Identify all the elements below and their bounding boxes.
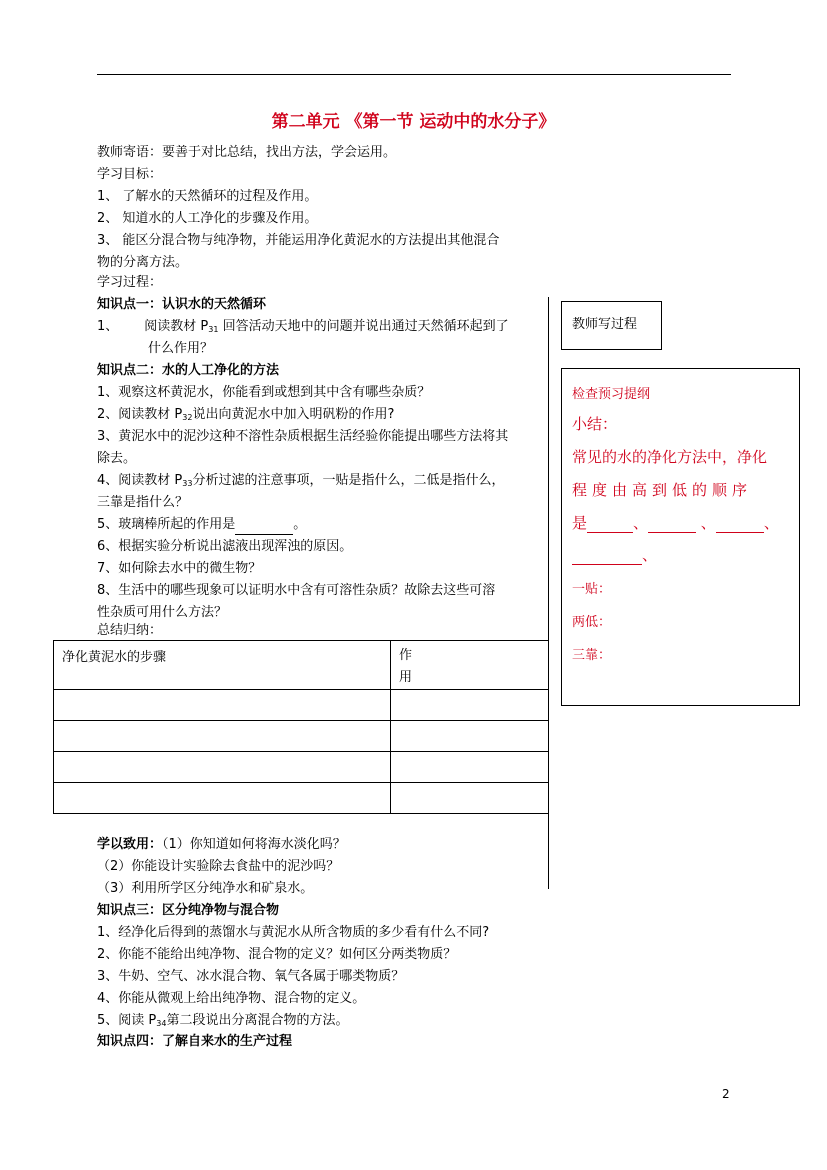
k2-heading: 知识点二：水的人工净化的方法	[97, 363, 280, 378]
summary-heading: 总结归纳：	[97, 623, 163, 638]
k2-q5	[97, 516, 306, 535]
goal-3-line-1: 3、 能区分混合物与纯净物，并能运用净化黄泥水的方法提出其他混合	[97, 233, 500, 248]
k4-heading: 知识点四：了解自来水的生产过程	[97, 1034, 293, 1049]
k3-q2: 2、你能不能给出纯净物、混合物的定义？如何区分两类物质？	[97, 947, 457, 962]
k1-q1-page: 31	[208, 325, 219, 334]
table-header-steps: 净化黄泥水的步骤	[54, 641, 391, 690]
table-row	[54, 721, 549, 752]
table-header-effect-line-2: 用	[399, 670, 413, 685]
k1-q1-continued: 什么作用？	[148, 341, 214, 356]
apply-q1	[97, 836, 346, 854]
apply-q1-text: （1）你知道如何将海水淡化吗？	[162, 837, 346, 852]
table-cell[interactable]	[391, 783, 549, 814]
table-header-row	[54, 641, 549, 690]
k3-heading: 知识点三：区分纯净物与混合物	[97, 903, 280, 918]
k2-q4-page: 33	[182, 479, 193, 488]
purify-order-blanks	[572, 512, 779, 533]
k3-q1: 1、经净化后得到的蒸馏水与黄泥水从所含物质的多少看有什么不同?	[97, 925, 490, 940]
k1-q1	[97, 318, 509, 339]
order-blank-2[interactable]	[648, 514, 696, 533]
k2-q3-line-1: 3、黄泥水中的泥沙这种不溶性杂质根据生活经验你能提出哪些方法将其	[97, 429, 509, 444]
table-cell[interactable]	[391, 721, 549, 752]
table-cell[interactable]	[54, 752, 391, 783]
purify-line-1: 常见的水的净化方法中，净化	[572, 448, 768, 466]
k2-q7: 7、如何除去水中的微生物？	[97, 561, 262, 576]
table-cell[interactable]	[54, 690, 391, 721]
page-number: 2	[722, 1087, 730, 1101]
order-blank-1[interactable]	[587, 514, 633, 533]
k2-q5-blank	[235, 516, 293, 535]
k2-q4	[97, 472, 504, 493]
apply-q3: （3）利用所学区分纯净水和矿泉水。	[97, 881, 314, 896]
table-cell[interactable]	[391, 752, 549, 783]
summary-table	[53, 640, 549, 814]
k2-q8-line-1: 8、生活中的哪些现象可以证明水中含有可溶性杂质？故除去这些可溶	[97, 583, 496, 598]
liangdi-label: 两低：	[572, 615, 612, 630]
k1-q1-number: 1、	[97, 319, 119, 334]
sankao-label: 三靠：	[572, 648, 612, 663]
k2-q2	[97, 406, 394, 427]
table-row	[54, 752, 549, 783]
order-separator: 、	[642, 546, 658, 564]
k2-q2-text-pre: 2、阅读教材 P	[97, 407, 183, 422]
table-cell[interactable]	[54, 721, 391, 752]
order-blank-4[interactable]	[572, 546, 642, 565]
k3-q5-page: 34	[156, 1019, 167, 1028]
k2-q4-text-pre: 4、阅读教材 P	[97, 473, 183, 488]
k2-q4-line-2: 三靠是指什么？	[97, 495, 189, 510]
k2-q5-text-pre: 5、玻璃棒所起的作用是	[97, 517, 236, 532]
teacher-notes-box	[561, 301, 662, 350]
goal-2: 2、 知道水的人工净化的步骤及作用。	[97, 211, 318, 226]
goal-1: 1、 了解水的天然循环的过程及作用。	[97, 189, 318, 204]
goal-3-line-2: 物的分离方法。	[97, 255, 189, 270]
k1-q1-text-post: 回答活动天地中的问题并说出通过天然循环起到了	[218, 319, 509, 334]
process-heading: 学习过程：	[97, 275, 163, 290]
k1-heading: 知识点一：认识水的天然循环	[97, 297, 267, 312]
k2-q2-text-post: 说出向黄泥水中加入明矾粉的作用?	[192, 407, 395, 422]
k1-q1-text-pre: 阅读教材 P	[144, 319, 209, 334]
table-cell[interactable]	[391, 690, 549, 721]
k2-q1: 1、观察这杯黄泥水，你能看到或想到其中含有哪些杂质？	[97, 385, 431, 400]
page-title: 第二单元 《第一节 运动中的水分子》	[271, 112, 556, 132]
k3-q3: 3、牛奶、空气、冰水混合物、氧气各属于哪类物质？	[97, 969, 405, 984]
k3-q5-text-post: 第二段说出分离混合物的方法。	[166, 1013, 349, 1028]
k2-q8-line-2: 性杂质可用什么方法？	[97, 605, 228, 620]
purify-line-3-prefix: 是	[572, 514, 588, 532]
order-separator: 、	[633, 514, 649, 532]
apply-q2: （2）你能设计实验除去食盐中的泥沙吗？	[97, 859, 340, 874]
order-separator: 、	[696, 514, 716, 532]
header-rule	[97, 74, 731, 75]
purify-line-2: 程度由高到低的顺序	[572, 481, 753, 499]
apply-heading: 学以致用：	[97, 837, 163, 852]
column-divider	[548, 297, 549, 889]
purify-order-blanks-2	[572, 544, 657, 565]
k2-q6: 6、根据实验分析说出滤液出现浑浊的原因。	[97, 539, 353, 554]
table-row	[54, 690, 549, 721]
teacher-notes-label: 教师写过程	[572, 317, 638, 332]
yitie-label: 一贴：	[572, 582, 612, 597]
table-header-effect-line-1: 作	[399, 648, 413, 663]
k2-q5-text-post: 。	[293, 517, 307, 532]
order-blank-3[interactable]	[716, 514, 764, 533]
summary-label: 小结：	[572, 415, 618, 433]
k3-q4: 4、你能从微观上给出纯净物、混合物的定义。	[97, 991, 366, 1006]
k3-q5	[97, 1012, 348, 1033]
order-separator: 、	[763, 514, 779, 532]
table-header-effect	[391, 641, 549, 690]
table-row	[54, 783, 549, 814]
preview-check-box	[561, 368, 800, 706]
table-cell[interactable]	[54, 783, 391, 814]
k3-q5-text-pre: 5、阅读 P	[97, 1013, 157, 1028]
teacher-message: 教师寄语：要善于对比总结，找出方法，学会运用。	[97, 145, 397, 160]
check-heading: 检查预习提纲	[572, 387, 651, 402]
k2-q4-text-post: 分析过滤的注意事项，一贴是指什么，二低是指什么，	[192, 473, 505, 488]
k2-q2-page: 32	[182, 413, 193, 422]
k2-q3-line-2: 除去。	[97, 451, 137, 466]
goals-heading: 学习目标：	[97, 167, 163, 182]
